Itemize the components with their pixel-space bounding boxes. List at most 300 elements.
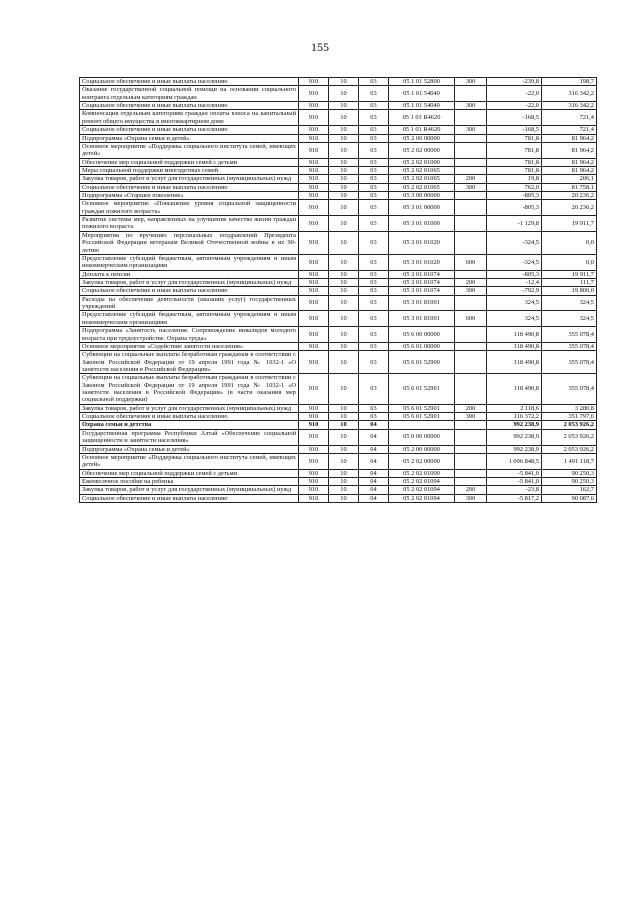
row-name: Социальное обеспечение и иные выплаты населению (80, 78, 299, 86)
row-value-total: 351 797,6 (542, 413, 597, 421)
row-pr: 04 (359, 469, 389, 477)
row-vr (455, 142, 487, 158)
row-gr: 910 (299, 469, 329, 477)
row-value-total: 3 280,8 (542, 404, 597, 412)
row-csr: 05 2 02 01094 (389, 494, 455, 502)
row-vr: 600 (455, 254, 487, 270)
row-pr: 04 (359, 494, 389, 502)
row-pr: 03 (359, 175, 389, 183)
row-rz: 10 (329, 469, 359, 477)
row-name: Закупка товаров, работ и услуг для государственных (муниципальных) нужд (80, 486, 299, 494)
row-gr: 910 (299, 216, 329, 232)
row-gr: 910 (299, 342, 329, 350)
table-row (80, 158, 597, 166)
row-value-total: 111,7 (542, 278, 597, 286)
row-gr: 910 (299, 351, 329, 374)
row-vr: 200 (455, 175, 487, 183)
row-value-change: 781,8 (487, 166, 542, 174)
row-vr (455, 351, 487, 374)
row-rz: 10 (329, 453, 359, 469)
row-csr: 05 3 01 81001 (389, 295, 455, 311)
row-name: Социальное обеспечение и иные выплаты населению (80, 183, 299, 191)
row-gr: 910 (299, 86, 329, 102)
row-name: Закупка товаров, работ и услуг для государственных (муниципальных) нужд (80, 404, 299, 412)
row-vr (455, 374, 487, 404)
table-row (80, 342, 597, 350)
budget-table (79, 77, 597, 503)
row-value-total: 1 491 118,7 (542, 453, 597, 469)
row-value-change: 1 096 848,5 (487, 453, 542, 469)
row-value-change: -22,0 (487, 102, 542, 110)
row-pr: 03 (359, 270, 389, 278)
row-csr: 05 1 01 52800 (389, 78, 455, 86)
row-vr (455, 445, 487, 453)
row-rz: 10 (329, 311, 359, 327)
row-value-change: -805,3 (487, 200, 542, 216)
row-value-change: 762,0 (487, 183, 542, 191)
row-csr: 05 3 01 01020 (389, 254, 455, 270)
row-name: Государственная программа Республики Алтай «Обеспечение социальной защищенности и занятости населения» (80, 429, 299, 445)
row-value-change: 118 490,8 (487, 374, 542, 404)
row-name: Социальное обеспечение и иные выплаты населению (80, 494, 299, 502)
row-vr (455, 216, 487, 232)
row-rz: 10 (329, 86, 359, 102)
row-value-total: 20 236,2 (542, 200, 597, 216)
row-csr: 05 2 02 01065 (389, 175, 455, 183)
row-value-total: 81 758,1 (542, 183, 597, 191)
table-row (80, 200, 597, 216)
table-row (80, 453, 597, 469)
row-value-total: 721,4 (542, 110, 597, 126)
row-vr (455, 166, 487, 174)
row-name: Развитие системы мер, направленных на улучшение качества жизни граждан пожилого возраста (80, 216, 299, 232)
row-vr (455, 295, 487, 311)
row-value-change: -5 841,0 (487, 469, 542, 477)
row-csr: 05 2 00 00000 (389, 134, 455, 142)
row-vr (455, 327, 487, 343)
row-vr (455, 231, 487, 254)
budget-table-body (80, 78, 597, 503)
row-value-change: -805,3 (487, 192, 542, 200)
row-pr: 03 (359, 134, 389, 142)
table-row (80, 231, 597, 254)
row-value-change: -5 817,2 (487, 494, 542, 502)
row-value-total: 355 078,4 (542, 374, 597, 404)
row-value-change: 324,5 (487, 295, 542, 311)
table-row (80, 183, 597, 191)
row-vr: 300 (455, 126, 487, 134)
row-pr: 03 (359, 374, 389, 404)
row-name: Доплата к пенсии (80, 270, 299, 278)
row-name: Закупка товаров, работ и услуг для государственных (муниципальных) нужд (80, 278, 299, 286)
row-value-total: 355 078,4 (542, 327, 597, 343)
row-gr: 910 (299, 295, 329, 311)
row-csr: 05 6 00 00000 (389, 327, 455, 343)
row-csr: 05 2 02 01094 (389, 486, 455, 494)
row-pr: 03 (359, 311, 389, 327)
row-vr (455, 200, 487, 216)
row-vr: 300 (455, 413, 487, 421)
row-rz: 10 (329, 192, 359, 200)
row-gr: 910 (299, 287, 329, 295)
row-value-change: 19,8 (487, 175, 542, 183)
row-rz: 10 (329, 183, 359, 191)
row-value-change: -324,5 (487, 254, 542, 270)
row-value-change: 324,5 (487, 311, 542, 327)
row-value-total: 0,0 (542, 231, 597, 254)
row-rz: 10 (329, 175, 359, 183)
row-csr: 05 2 02 00000 (389, 142, 455, 158)
row-csr: 05 1 01 R4620 (389, 126, 455, 134)
row-csr: 05 6 01 52901 (389, 413, 455, 421)
row-vr (455, 110, 487, 126)
row-pr: 04 (359, 486, 389, 494)
row-rz: 10 (329, 231, 359, 254)
row-vr: 200 (455, 278, 487, 286)
table-row (80, 110, 597, 126)
row-rz: 10 (329, 126, 359, 134)
table-row (80, 192, 597, 200)
table-row (80, 445, 597, 453)
row-name: Компенсация отдельным категориям граждан оплаты взноса на капитальный ремонт общего имущества в многоквартирном доме (80, 110, 299, 126)
row-value-total: 162,7 (542, 486, 597, 494)
row-pr: 03 (359, 287, 389, 295)
row-pr: 03 (359, 192, 389, 200)
row-value-change: -168,5 (487, 126, 542, 134)
row-rz: 10 (329, 102, 359, 110)
table-row (80, 374, 597, 404)
table-row (80, 413, 597, 421)
table-row (80, 469, 597, 477)
row-pr: 04 (359, 453, 389, 469)
row-pr: 04 (359, 421, 389, 429)
row-value-total: 19 800,0 (542, 287, 597, 295)
row-name: Социальное обеспечение и иные выплаты населению (80, 102, 299, 110)
row-rz: 10 (329, 287, 359, 295)
row-gr: 910 (299, 134, 329, 142)
table-row (80, 142, 597, 158)
row-vr (455, 469, 487, 477)
row-gr: 910 (299, 270, 329, 278)
row-rz: 10 (329, 421, 359, 429)
row-name: Основное мероприятие «Повышение уровня социальной защищенности граждан пожилого возраста» (80, 200, 299, 216)
row-rz: 10 (329, 134, 359, 142)
row-gr: 910 (299, 421, 329, 429)
row-value-total: 90 250,3 (542, 469, 597, 477)
row-gr: 910 (299, 183, 329, 191)
row-csr: 05 2 02 00000 (389, 453, 455, 469)
row-value-total: 324,5 (542, 311, 597, 327)
row-gr: 910 (299, 374, 329, 404)
row-csr: 05 6 01 52900 (389, 351, 455, 374)
row-csr: 05 2 02 01065 (389, 166, 455, 174)
row-vr (455, 453, 487, 469)
row-vr (455, 342, 487, 350)
row-value-change: -168,5 (487, 110, 542, 126)
row-vr (455, 86, 487, 102)
row-pr: 03 (359, 216, 389, 232)
row-rz: 10 (329, 270, 359, 278)
row-gr: 910 (299, 175, 329, 183)
row-value-total: 2 053 926,2 (542, 421, 597, 429)
row-vr: 300 (455, 494, 487, 502)
table-row (80, 175, 597, 183)
row-pr: 04 (359, 429, 389, 445)
row-name: Социальное обеспечение и иные выплаты населению (80, 287, 299, 295)
row-csr (389, 421, 455, 429)
row-csr: 05 3 00 00000 (389, 192, 455, 200)
table-row (80, 278, 597, 286)
row-pr: 03 (359, 86, 389, 102)
row-csr: 05 6 01 52901 (389, 404, 455, 412)
row-csr: 05 3 01 01020 (389, 231, 455, 254)
row-value-change: 2 118,6 (487, 404, 542, 412)
row-value-change: -239,8 (487, 78, 542, 86)
row-pr: 03 (359, 327, 389, 343)
row-rz: 10 (329, 404, 359, 412)
row-pr: 04 (359, 477, 389, 485)
row-rz: 10 (329, 413, 359, 421)
row-gr: 910 (299, 231, 329, 254)
row-gr: 910 (299, 166, 329, 174)
table-row (80, 486, 597, 494)
row-name: Предоставление субсидий бюджетным, автономным учреждениям и иным некоммерческим организациям (80, 311, 299, 327)
row-value-change: -1 129,8 (487, 216, 542, 232)
row-rz: 10 (329, 477, 359, 485)
row-name: Закупка товаров, работ и услуг для государственных (муниципальных) нужд (80, 175, 299, 183)
row-value-change: 118 490,8 (487, 351, 542, 374)
row-vr: 300 (455, 78, 487, 86)
row-name: Мероприятия по вручению персональных поздравлений Президента Российской Федерации ветеранам Великой Отечественной войны в их 90-летию (80, 231, 299, 254)
row-pr: 03 (359, 295, 389, 311)
row-pr: 03 (359, 254, 389, 270)
row-value-change: 992 238,9 (487, 429, 542, 445)
row-pr: 03 (359, 200, 389, 216)
row-name: Социальное обеспечение и иные выплаты населению (80, 413, 299, 421)
row-vr: 300 (455, 183, 487, 191)
row-gr: 910 (299, 192, 329, 200)
row-pr: 03 (359, 78, 389, 86)
row-rz: 10 (329, 445, 359, 453)
row-gr: 910 (299, 126, 329, 134)
row-csr: 05 1 01 54040 (389, 102, 455, 110)
row-name: Охрана семьи и детства (80, 421, 299, 429)
row-vr (455, 477, 487, 485)
row-value-total: 2 053 926,2 (542, 429, 597, 445)
row-name: Основное мероприятие «Поддержка социального института семей, имеющих детей» (80, 142, 299, 158)
row-value-total: 355 078,4 (542, 342, 597, 350)
row-csr: 05 1 01 54040 (389, 86, 455, 102)
row-name: Предоставление субсидий бюджетным, автономным учреждениям и иным некоммерческим организациям (80, 254, 299, 270)
table-row (80, 421, 597, 429)
row-pr: 03 (359, 142, 389, 158)
row-value-change: -22,0 (487, 86, 542, 102)
row-rz: 10 (329, 142, 359, 158)
row-value-change: -792,9 (487, 287, 542, 295)
table-row (80, 86, 597, 102)
row-value-total: 90 087,6 (542, 494, 597, 502)
table-row (80, 295, 597, 311)
row-csr: 05 6 01 52901 (389, 374, 455, 404)
table-row (80, 351, 597, 374)
row-pr: 03 (359, 404, 389, 412)
row-value-change: -23,8 (487, 486, 542, 494)
row-gr: 910 (299, 78, 329, 86)
row-name: Оказание государственной социальной помощи на основании социального контракта отдельным категориям граждан (80, 86, 299, 102)
row-value-change: 118 490,8 (487, 342, 542, 350)
row-csr: 05 3 01 01000 (389, 216, 455, 232)
row-pr: 03 (359, 278, 389, 286)
row-value-total: 316 342,2 (542, 86, 597, 102)
table-row (80, 477, 597, 485)
row-vr: 200 (455, 486, 487, 494)
row-value-total: 81 964,2 (542, 142, 597, 158)
row-value-total: 198,7 (542, 78, 597, 86)
row-gr: 910 (299, 413, 329, 421)
row-name: Подпрограмма «Охрана семьи и детей» (80, 445, 299, 453)
row-vr (455, 134, 487, 142)
row-gr: 910 (299, 327, 329, 343)
row-value-total: 19 911,7 (542, 216, 597, 232)
row-value-total: 20 236,2 (542, 192, 597, 200)
row-gr: 910 (299, 404, 329, 412)
row-gr: 910 (299, 142, 329, 158)
row-value-total: 81 964,2 (542, 134, 597, 142)
row-value-change: 118 490,8 (487, 327, 542, 343)
row-pr: 03 (359, 183, 389, 191)
row-value-total: 81 964,2 (542, 158, 597, 166)
row-csr: 05 2 00 00000 (389, 445, 455, 453)
row-rz: 10 (329, 278, 359, 286)
row-value-change: 781,8 (487, 158, 542, 166)
row-value-change: -805,3 (487, 270, 542, 278)
row-vr: 300 (455, 102, 487, 110)
row-csr: 05 3 01 00000 (389, 200, 455, 216)
row-csr: 05 0 00 00000 (389, 429, 455, 445)
row-pr: 03 (359, 342, 389, 350)
row-vr (455, 158, 487, 166)
row-csr: 05 2 02 01000 (389, 158, 455, 166)
row-rz: 10 (329, 110, 359, 126)
row-rz: 10 (329, 158, 359, 166)
row-value-total: 206,1 (542, 175, 597, 183)
row-vr (455, 270, 487, 278)
row-value-total: 721,4 (542, 126, 597, 134)
row-vr (455, 429, 487, 445)
table-row (80, 134, 597, 142)
row-rz: 10 (329, 295, 359, 311)
row-rz: 10 (329, 351, 359, 374)
row-value-total: 355 078,4 (542, 351, 597, 374)
row-name: Обеспечение мер социальной поддержки семей с детьми (80, 158, 299, 166)
table-row (80, 429, 597, 445)
table-row (80, 254, 597, 270)
row-name: Подпрограмма «Охрана семьи и детей» (80, 134, 299, 142)
row-gr: 910 (299, 200, 329, 216)
row-name: Меры социальной поддержки многодетных семей (80, 166, 299, 174)
row-name: Ежемесячное пособие на ребенка (80, 477, 299, 485)
row-name: Подпрограмма «Старшее поколение» (80, 192, 299, 200)
table-row (80, 126, 597, 134)
row-gr: 910 (299, 311, 329, 327)
row-gr: 910 (299, 110, 329, 126)
table-row (80, 404, 597, 412)
row-vr: 300 (455, 287, 487, 295)
row-pr: 03 (359, 110, 389, 126)
row-name: Социальное обеспечение и иные выплаты населению (80, 126, 299, 134)
row-gr: 910 (299, 254, 329, 270)
table-row (80, 327, 597, 343)
row-value-change: 992 238,9 (487, 445, 542, 453)
row-value-change: 781,8 (487, 134, 542, 142)
row-csr: 05 3 01 01074 (389, 278, 455, 286)
page-number: 155 (311, 40, 329, 54)
row-rz: 10 (329, 429, 359, 445)
table-row (80, 494, 597, 502)
row-name: Расходы на обеспечение деятельности (оказание услуг) государственных учреждений (80, 295, 299, 311)
row-vr: 200 (455, 404, 487, 412)
row-name: Обеспечение мер социальной поддержки семей с детьми (80, 469, 299, 477)
row-gr: 910 (299, 453, 329, 469)
row-rz: 10 (329, 342, 359, 350)
row-pr: 03 (359, 158, 389, 166)
row-csr: 05 3 01 81001 (389, 311, 455, 327)
table-row (80, 166, 597, 174)
row-rz: 10 (329, 254, 359, 270)
row-value-total: 316 342,2 (542, 102, 597, 110)
row-gr: 910 (299, 477, 329, 485)
row-value-change: -12,4 (487, 278, 542, 286)
row-rz: 10 (329, 494, 359, 502)
row-rz: 10 (329, 374, 359, 404)
row-csr: 05 3 01 01074 (389, 270, 455, 278)
row-value-total: 324,5 (542, 295, 597, 311)
row-rz: 10 (329, 216, 359, 232)
row-pr: 03 (359, 351, 389, 374)
table-row (80, 102, 597, 110)
row-name: Основное мероприятие «Поддержка социального института семей, имеющих детей» (80, 453, 299, 469)
row-name: Субвенции на социальные выплаты безработным гражданам в соответствии с Законом Российской Федерации от 19 апреля 1991 года № 1032-1 «О занятости населения в Российской Федерации» (в части оказания мер социальной поддержки) (80, 374, 299, 404)
row-rz: 10 (329, 327, 359, 343)
row-value-total: 81 964,2 (542, 166, 597, 174)
row-name: Субвенции на социальные выплаты безработным гражданам в соответствии с Законом Российской Федерации от 19 апреля 1991 года № 1032-1 «О занятости населения в Российской Федерации» (80, 351, 299, 374)
row-gr: 910 (299, 494, 329, 502)
row-value-change: 781,8 (487, 142, 542, 158)
row-vr (455, 421, 487, 429)
row-value-change: -5 841,0 (487, 477, 542, 485)
table-row (80, 270, 597, 278)
row-rz: 10 (329, 200, 359, 216)
row-gr: 910 (299, 445, 329, 453)
table-row (80, 311, 597, 327)
row-pr: 03 (359, 413, 389, 421)
row-gr: 910 (299, 429, 329, 445)
row-pr: 03 (359, 102, 389, 110)
row-value-total: 90 250,3 (542, 477, 597, 485)
row-pr: 03 (359, 126, 389, 134)
row-rz: 10 (329, 78, 359, 86)
row-gr: 910 (299, 486, 329, 494)
row-value-total: 2 053 926,2 (542, 445, 597, 453)
row-value-total: 19 911,7 (542, 270, 597, 278)
row-value-change: -324,5 (487, 231, 542, 254)
row-csr: 05 3 01 01074 (389, 287, 455, 295)
row-gr: 910 (299, 158, 329, 166)
table-row (80, 216, 597, 232)
row-csr: 05 2 02 01065 (389, 183, 455, 191)
row-csr: 05 2 02 01000 (389, 469, 455, 477)
table-row (80, 78, 597, 86)
